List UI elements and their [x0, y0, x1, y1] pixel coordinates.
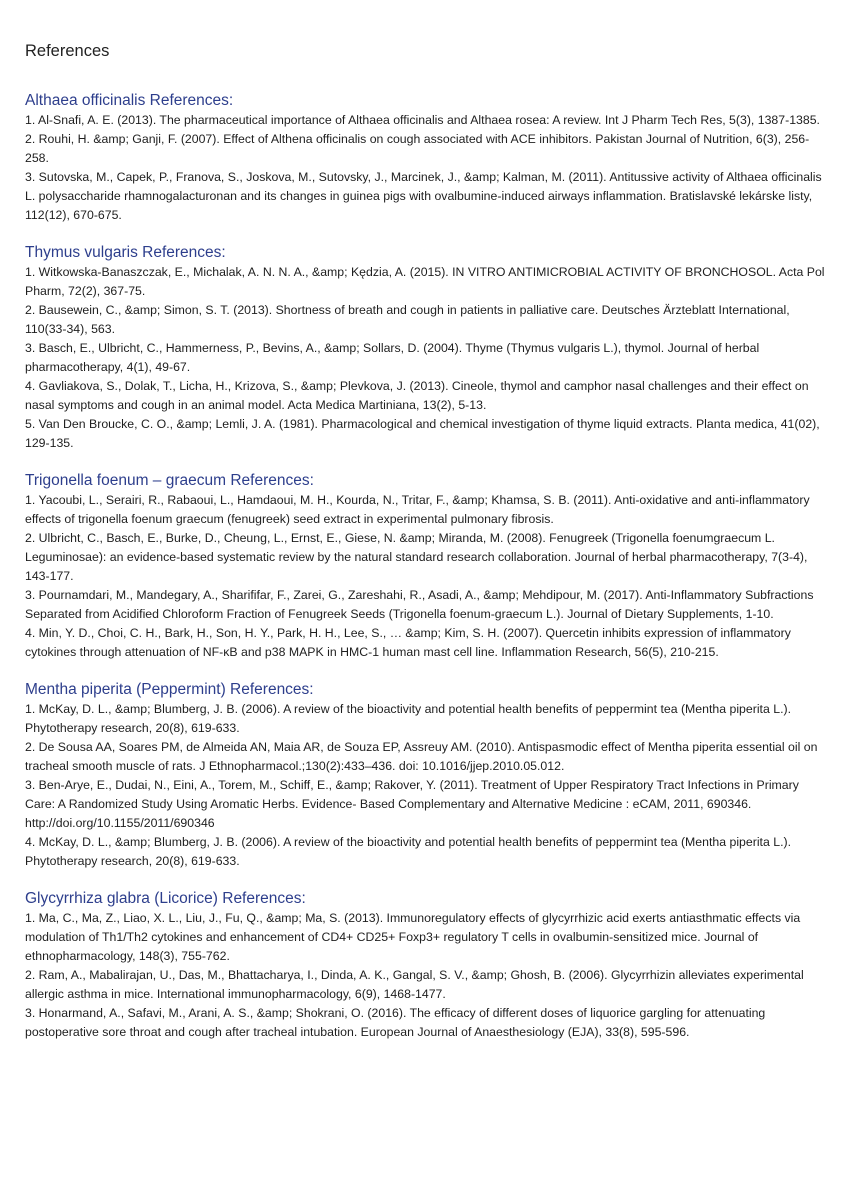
reference-list [25, 909, 825, 1042]
reference-item: 3. Pournamdari, M., Mandegary, A., Sharififar, F., Zarei, G., Zareshahi, R., Asadi, A., &amp; Mehdipour, M. (2017). Anti-Inflammatory Subfractions Separated from Acidified Chloroform Fraction of Fenugreek Seeds (Trigonella foenum-graecum L.). Journal of Dietary Supplements, 1-10. [25, 588, 814, 621]
reference-item: 1. Yacoubi, L., Serairi, R., Rabaoui, L., Hamdaoui, M. H., Kourda, N., Tritar, F., &amp; Khamsa, S. B. (2011). Anti-oxidative and anti-inflammatory effects of trigonella foenum graecum (fenugreek) seed extract in experimental pulmonary fibrosis. [25, 493, 810, 526]
reference-item: 4. Gavliakova, S., Dolak, T., Licha, H., Krizova, S., &amp; Plevkova, J. (2013). Cineole, thymol and camphor nasal challenges and their effect on nasal symptoms and cough in an animal model. Acta Medica Martiniana, 13(2), 5-13. [25, 379, 809, 412]
reference-item: 5. Van Den Broucke, C. O., &amp; Lemli, J. A. (1981). Pharmacological and chemical investigation of thyme liquid extracts. Planta medica, 41(02), 129-135. [25, 417, 820, 450]
reference-item: 3. Honarmand, A., Safavi, M., Arani, A. S., &amp; Shokrani, O. (2016). The efficacy of different doses of liquorice gargling for attenuating postoperative sore throat and cough after tracheal intubation. European Journal of Anaesthesiology (EJA), 33(8), 595-596. [25, 1006, 766, 1039]
reference-item: 3. Basch, E., Ulbricht, C., Hammerness, P., Bevins, A., &amp; Sollars, D. (2004). Thyme (Thymus vulgaris L.), thymol. Journal of herbal pharmacotherapy, 4(1), 49-67. [25, 341, 760, 374]
section-trigonella [25, 471, 825, 662]
section-althaea [25, 91, 825, 225]
section-thymus [25, 243, 825, 453]
references-page [25, 40, 825, 1060]
reference-item: 1. McKay, D. L., &amp; Blumberg, J. B. (2006). A review of the bioactivity and potential health benefits of peppermint tea (Mentha piperita L.). Phytotherapy research, 20(8), 619-633. [25, 702, 791, 735]
section-title: Althaea officinalis References: [25, 92, 234, 109]
reference-list [25, 263, 825, 453]
section-glycyrrhiza [25, 889, 825, 1042]
page-title: References [25, 42, 110, 60]
section-title: Glycyrrhiza glabra (Licorice) References: [25, 890, 306, 907]
section-title: Trigonella foenum – graecum References: [25, 472, 314, 489]
reference-list [25, 700, 825, 871]
reference-item: 2. De Sousa AA, Soares PM, de Almeida AN, Maia AR, de Souza EP, Assreuy AM. (2010). Antispasmodic effect of Mentha piperita essential oil on tracheal smooth muscle of rats. J Ethnopharmacol.;130(2):433–436. doi: 10.1016/jjep.2010.05.012. [25, 740, 818, 773]
reference-item: 4. Min, Y. D., Choi, C. H., Bark, H., Son, H. Y., Park, H. H., Lee, S., … &amp; Kim, S. H. (2007). Quercetin inhibits expression of inflammatory cytokines through attenuation of NF-κB and p38 MAPK in HMC-1 human mast cell line. Inflammation Research, 56(5), 210-215. [25, 626, 791, 659]
reference-item: 2. Ram, A., Mabalirajan, U., Das, M., Bhattacharya, I., Dinda, A. K., Gangal, S. V., &amp; Ghosh, B. (2006). Glycyrrhizin alleviates experimental allergic asthma in mice. International immunopharmacology, 6(9), 1468-1477. [25, 968, 804, 1001]
reference-item: 2. Bausewein, C., &amp; Simon, S. T. (2013). Shortness of breath and cough in patients in palliative care. Deutsches Ärzteblatt International, 110(33-34), 563. [25, 303, 790, 336]
section-title: Mentha piperita (Peppermint) References: [25, 681, 314, 698]
section-mentha [25, 680, 825, 871]
reference-item: 3. Ben-Arye, E., Dudai, N., Eini, A., Torem, M., Schiff, E., &amp; Rakover, Y. (2011). Treatment of Upper Respiratory Tract Infections in Primary Care: A Randomized Study Using Aromatic Herbs. Evidence- Based Complementary and Alternative Medicine : eCAM, 2011, 690346. http://doi.org/10.1155/2011/690346 [25, 778, 799, 830]
reference-item: 1. Witkowska-Banaszczak, E., Michalak, A. N. N. A., &amp; Kędzia, A. (2015). IN VITRO ANTIMICROBIAL ACTIVITY OF BRONCHOSOL. Acta Pol Pharm, 72(2), 367-75. [25, 265, 825, 298]
reference-item: 1. Ma, C., Ma, Z., Liao, X. L., Liu, J., Fu, Q., &amp; Ma, S. (2013). Immunoregulatory effects of glycyrrhizic acid exerts antiasthmatic effects via modulation of Th1/Th2 cytokines and enhancement of CD4+ CD25+ Foxp3+ regulatory T cells in ovalbumin-sensitized mice. Journal of ethnopharmacology, 148(3), 755-762. [25, 911, 801, 963]
section-title: Thymus vulgaris References: [25, 244, 226, 261]
reference-item: 2. Rouhi, H. &amp; Ganji, F. (2007). Effect of Althena officinalis on cough associated with ACE inhibitors. Pakistan Journal of Nutrition, 6(3), 256-258. [25, 132, 810, 165]
reference-item: 2. Ulbricht, C., Basch, E., Burke, D., Cheung, L., Ernst, E., Giese, N. &amp; Miranda, M. (2008). Fenugreek (Trigonella foenumgraecum L. Leguminosae): an evidence-based systematic review by the natural standard research collaboration. Journal of herbal pharmacotherapy, 7(3-4), 143-177. [25, 531, 808, 583]
reference-list [25, 111, 825, 225]
reference-list [25, 491, 825, 662]
reference-item: 4. McKay, D. L., &amp; Blumberg, J. B. (2006). A review of the bioactivity and potential health benefits of peppermint tea (Mentha piperita L.). Phytotherapy research, 20(8), 619-633. [25, 835, 791, 868]
reference-item: 3. Sutovska, M., Capek, P., Franova, S., Joskova, M., Sutovsky, J., Marcinek, J., &amp; Kalman, M. (2011). Antitussive activity of Althaea officinalis L. polysaccharide rhamnogalacturonan and its changes in guinea pigs with ovalbumine-induced airways inflammation. Bratislavské lekárske listy, 112(12), 670-675. [25, 170, 822, 222]
reference-item: 1. Al-Snafi, A. E. (2013). The pharmaceutical importance of Althaea officinalis and Althaea rosea: A review. Int J Pharm Tech Res, 5(3), 1387-1385. [25, 113, 820, 127]
